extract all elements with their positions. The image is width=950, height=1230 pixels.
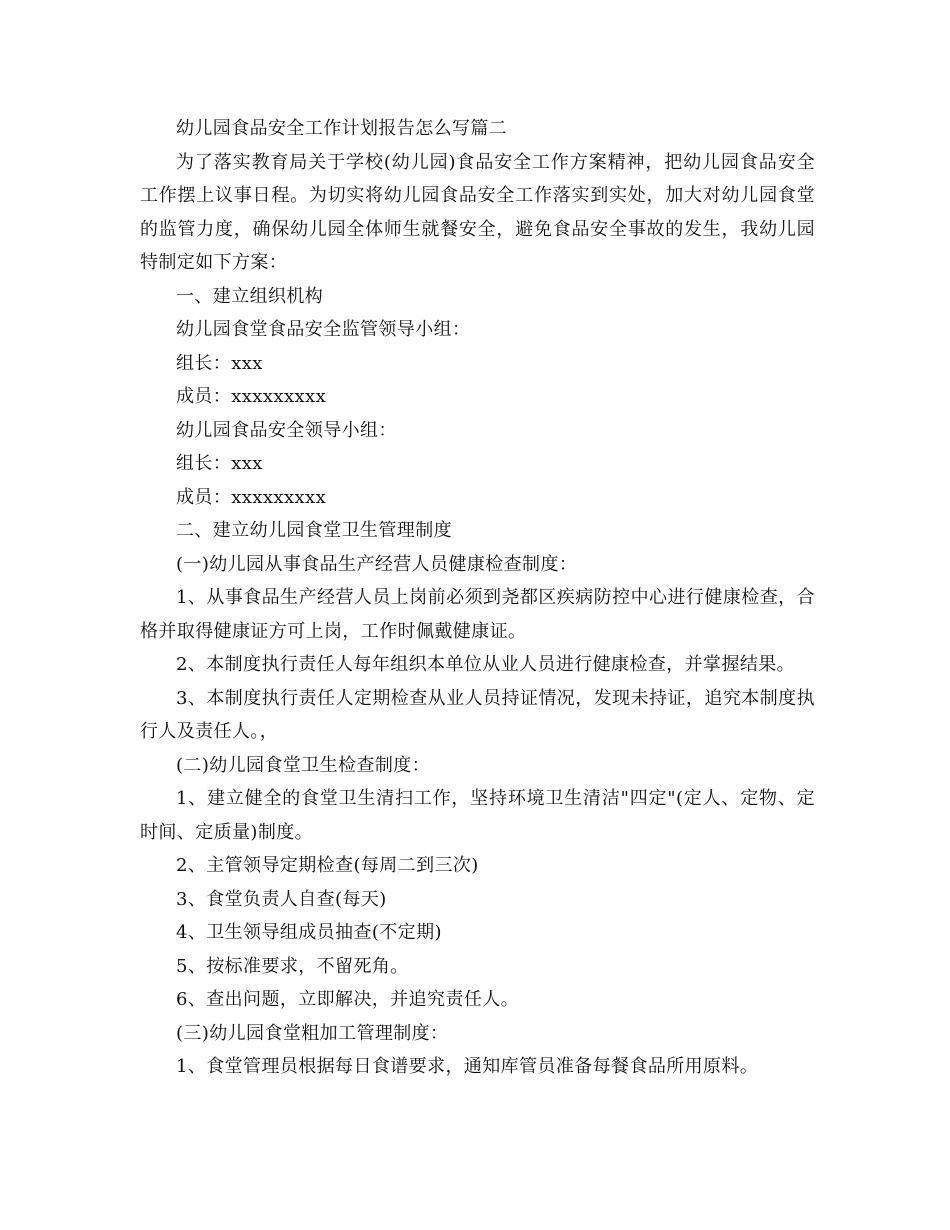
group-members-line: 成员：xxxxxxxxx [176, 486, 327, 508]
list-item: 3、食堂负责人自查(每天) [176, 888, 387, 910]
heading-hygiene-system: 二、建立幼儿园食堂卫生管理制度 [176, 520, 452, 541]
intro-paragraph: 为了落实教育局关于学校(幼儿园)食品安全工作方案精神，把幼儿园食品安全工作摆上议事日程。为切实将幼儿园食品安全工作落实到实处，加大对幼儿园食堂的监管力度，确保幼儿园全体师生就餐安全，避免食品安全事故的发生，我幼儿园特制定如下方案： [140, 151, 815, 273]
list-item: 5、按标准要求，不留死角。 [176, 955, 409, 977]
list-item: 6、查出问题，立即解决，并追究责任人。 [176, 989, 520, 1010]
heading-organization: 一、建立组织机构 [176, 285, 324, 307]
list-item: 2、本制度执行责任人每年组织本单位从业人员进行健康检查，并掌握结果。 [176, 654, 796, 675]
subheading-rough-processing: (三)幼儿园食堂粗加工管理制度： [176, 1022, 449, 1044]
list-item: 1、建立健全的食堂卫生清扫工作，坚持环境卫生清洁"四定"(定人、定物、定时间、定质量)制度。 [140, 788, 815, 843]
group-leader-line: 组长：xxx [176, 352, 263, 374]
list-item: 2、主管领导定期检查(每周二到三次) [176, 855, 479, 876]
list-item: 4、卫生领导组成员抽查(不定期) [176, 922, 442, 943]
subheading-health-check: (一)幼儿园从事食品生产经营人员健康检查制度： [176, 553, 578, 575]
group-members-line: 成员：xxxxxxxxx [176, 386, 327, 407]
document-page [140, 112, 815, 1084]
section-title: 幼儿园食品安全工作计划报告怎么写篇二 [176, 118, 508, 139]
group-food-safety: 幼儿园食品安全领导小组： [176, 419, 397, 441]
group-canteen-supervision: 幼儿园食堂食品安全监管领导小组： [176, 319, 471, 340]
list-item: 3、本制度执行责任人定期检查从业人员持证情况，发现未持证，追究本制度执行人及责任人。， [140, 687, 815, 742]
list-item: 1、从事食品生产经营人员上岗前必须到尧都区疾病防控中心进行健康检查，合格并取得健康证方可上岗，工作时佩戴健康证。 [140, 587, 815, 642]
list-item: 1、食堂管理员根据每日食谱要求，通知库管员准备每餐食品所用原料。 [176, 1056, 759, 1077]
group-leader-line: 组长：xxx [176, 453, 263, 474]
subheading-hygiene-inspection: (二)幼儿园食堂卫生检查制度： [176, 754, 431, 776]
